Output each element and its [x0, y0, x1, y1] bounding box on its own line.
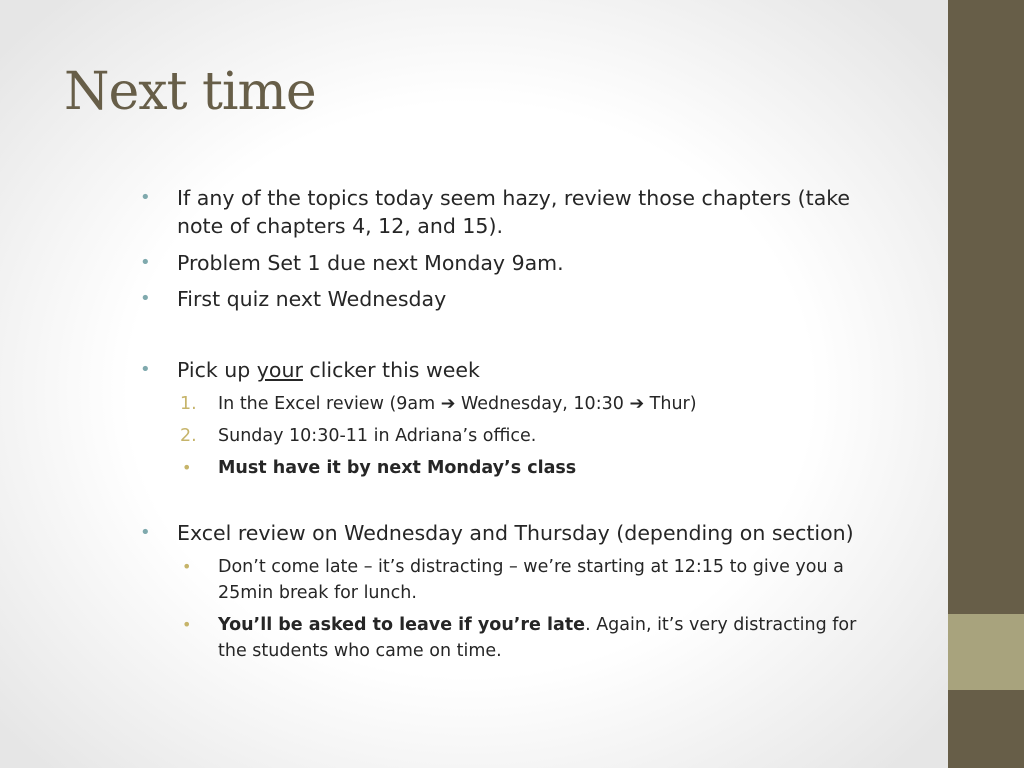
- sub-item-asked-to-leave: [180, 612, 880, 664]
- sub-item-dont-come-late: [180, 554, 880, 606]
- bullet-marker: •: [140, 359, 151, 380]
- text-underlined: your: [256, 358, 303, 382]
- bullet-marker: •: [140, 522, 151, 543]
- sub-item-text: Must have it by next Monday’s class: [218, 458, 577, 478]
- bullet-text: First quiz next Wednesday: [177, 287, 447, 311]
- text-bold: You’ll be asked to leave if you’re late: [218, 615, 586, 635]
- bullet-first-quiz: [140, 285, 900, 313]
- bullet-problem-set: [140, 249, 900, 277]
- sub-item-sunday-office: [180, 423, 880, 449]
- bullet-excel-review: [140, 519, 900, 547]
- bullet-text: If any of the topics today seem hazy, review those chapters (take note of chapters 4, 12, and 15).: [177, 186, 851, 238]
- text-pre: Pick up: [177, 358, 257, 382]
- text-part: In the Excel review (9am: [218, 394, 441, 414]
- arrow-right-icon: ➔: [440, 394, 456, 414]
- sub-item-excel-review-times: [180, 391, 880, 417]
- sub-item-text: [218, 612, 880, 664]
- bullet-marker: •: [182, 615, 192, 634]
- sub-item-text: Don’t come late – it’s distracting – we’re starting at 12:15 to give you a 25min break for lunch.: [218, 557, 844, 603]
- slide-title: Next time: [64, 62, 316, 122]
- bullet-text: [177, 356, 900, 384]
- text-post: clicker this week: [302, 358, 480, 382]
- arrow-right-icon: ➔: [629, 394, 645, 414]
- sub-item-text: Sunday 10:30-11 in Adriana’s office.: [218, 426, 537, 446]
- text-part: Wednesday, 10:30: [455, 394, 630, 414]
- bullet-pick-up-clicker: [140, 356, 900, 384]
- bullet-marker: •: [140, 288, 151, 309]
- text-rest: . Again, it’s very distracting for the students who came on time.: [218, 615, 857, 661]
- text-part: Thur): [644, 394, 697, 414]
- bullet-marker: •: [182, 458, 192, 477]
- bullet-text: Excel review on Wednesday and Thursday (depending on section): [177, 521, 854, 545]
- bullet-text: Problem Set 1 due next Monday 9am.: [177, 251, 564, 275]
- sub-item-text: [218, 391, 880, 417]
- side-decor-accent: [948, 614, 1024, 690]
- bullet-marker: •: [182, 557, 192, 576]
- number-marker: 1.: [180, 394, 197, 414]
- sub-item-must-have: [180, 455, 880, 481]
- bullet-review-chapters: [140, 184, 900, 240]
- bullet-marker: •: [140, 187, 151, 208]
- number-marker: 2.: [180, 426, 197, 446]
- bullet-marker: •: [140, 252, 151, 273]
